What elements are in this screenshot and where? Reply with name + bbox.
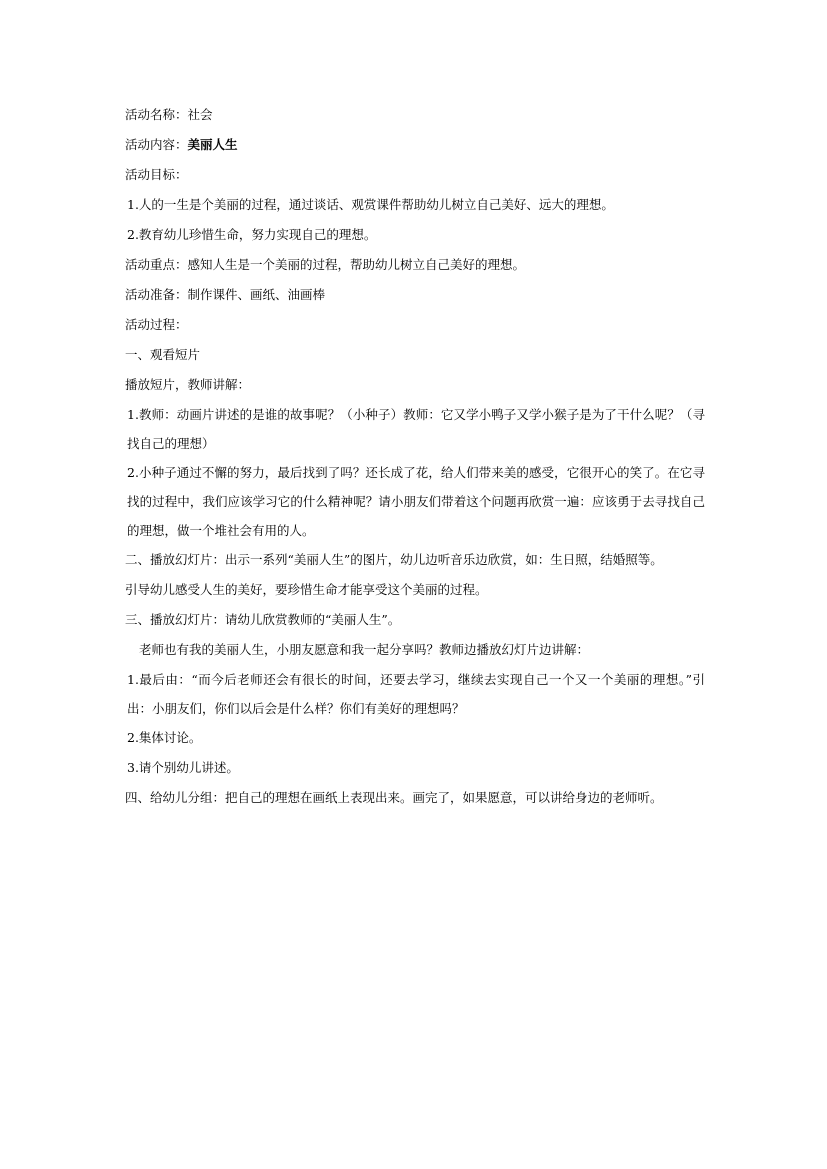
document-body bbox=[125, 104, 705, 817]
activity-content-value: 美丽人生 bbox=[187, 137, 238, 152]
step-1-item-1: 1.教师：动画片讲述的是谁的故事呢？（小种子）教师：它又学小鸭子又学小猴子是为了干什么呢？（寻找自己的理想） bbox=[127, 407, 705, 451]
step-4: 四、给幼儿分组：把自己的理想在画纸上表现出来。画完了，如果愿意，可以讲给身边的老师听。 bbox=[125, 790, 663, 805]
activity-content bbox=[125, 134, 705, 156]
step-3-item-3: 3.请个别幼儿讲述。 bbox=[127, 760, 239, 775]
step-2: 二、播放幻灯片：出示一系列“美丽人生”的图片，幼儿边听音乐边欣赏，如：生日照，结婚照等。 bbox=[125, 552, 663, 567]
step-3-item-2: 2.集体讨论。 bbox=[127, 730, 202, 745]
step-1-intro: 播放短片，教师讲解： bbox=[125, 377, 251, 392]
step-1-item-2: 2.小种子通过不懈的努力，最后找到了吗？还长成了花，给人们带来美的感受，它很开心的笑了。在它寻找的过程中，我们应该学习它的什么精神呢？请小朋友们带着这个问题再欣赏一遍：应该勇于去寻找自己的理想，做一个堆社会有用的人。 bbox=[127, 465, 705, 538]
activity-name: 活动名称：社会 bbox=[125, 107, 213, 122]
goal-item-1: 1.人的一生是个美丽的过程，通过谈话、观赏课件帮助幼儿树立自己美好、远大的理想。 bbox=[127, 197, 614, 212]
goal-item-2: 2.教育幼儿珍惜生命，努力实现自己的理想。 bbox=[127, 227, 377, 242]
step-3-item-1: 1.最后由：“而今后老师还会有很长的时间，还要去学习，继续去实现自己一个又一个美丽的理想。”引出：小朋友们，你们以后会是什么样？你们有美好的理想吗？ bbox=[127, 672, 705, 716]
step-3: 三、播放幻灯片：请幼儿欣赏教师的“美丽人生”。 bbox=[125, 612, 401, 627]
preparation: 活动准备：制作课件、画纸、油画棒 bbox=[125, 287, 326, 302]
process-label: 活动过程： bbox=[125, 317, 188, 332]
step-2-guide: 引导幼儿感受人生的美好，要珍惜生命才能享受这个美丽的过程。 bbox=[125, 582, 488, 597]
step-1-title: 一、观看短片 bbox=[125, 347, 201, 362]
step-3-intro: 老师也有我的美丽人生，小朋友愿意和我一起分享吗？教师边播放幻灯片边讲解： bbox=[139, 642, 590, 657]
activity-content-label: 活动内容： bbox=[125, 137, 188, 152]
key-point: 活动重点：感知人生是一个美丽的过程，帮助幼儿树立自己美好的理想。 bbox=[125, 257, 526, 272]
goals-label: 活动目标： bbox=[125, 167, 188, 182]
